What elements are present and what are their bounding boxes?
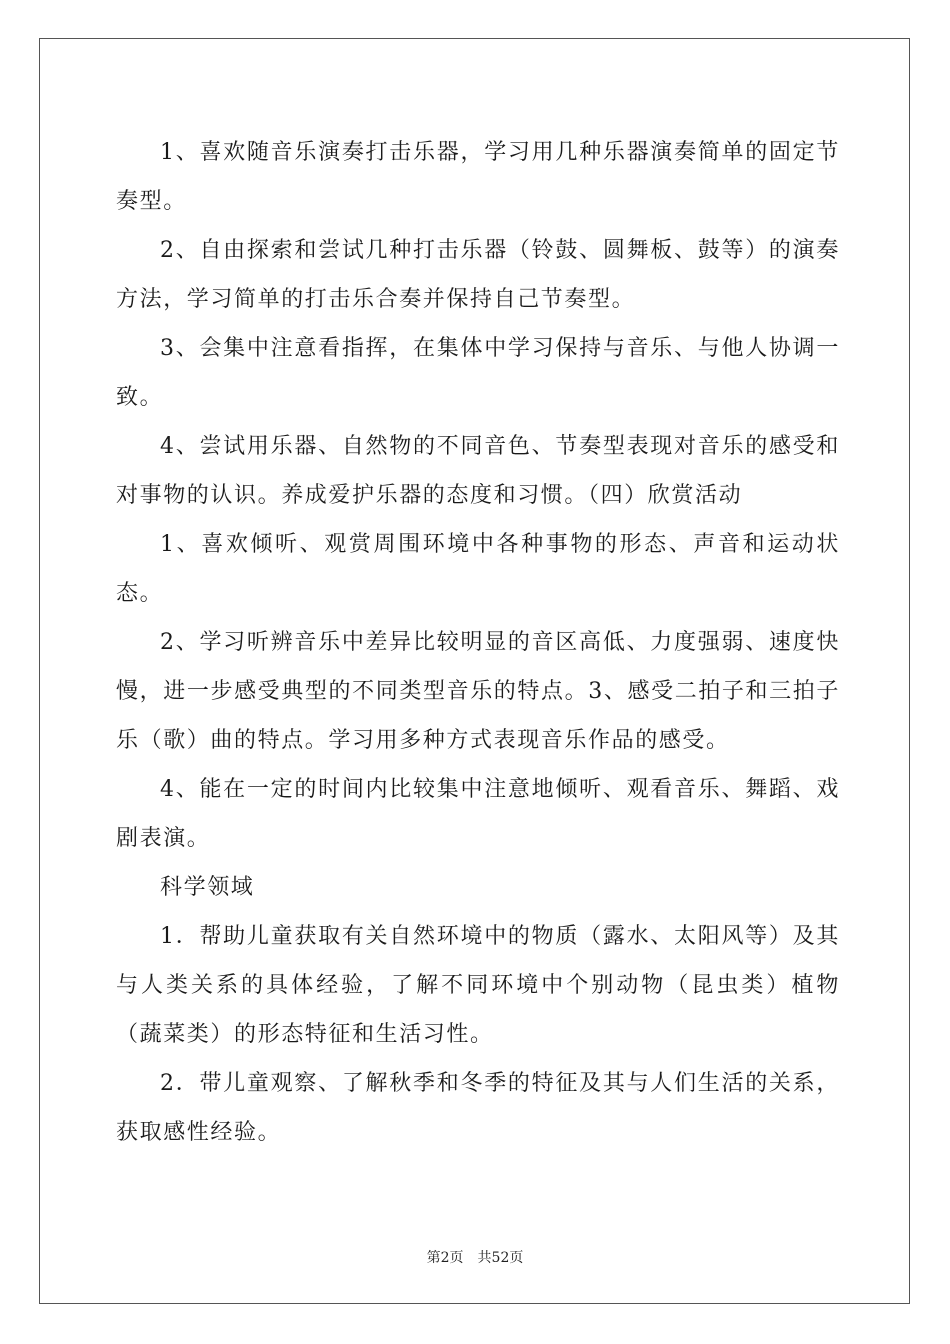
paragraph: 4、尝试用乐器、自然物的不同音色、节奏型表现对音乐的感受和对事物的认识。养成爱护乐器的态度和习惯。（四）欣赏活动: [116, 434, 840, 508]
paragraph: 2．带儿童观察、了解秋季和冬季的特征及其与人们生活的关系，获取感性经验。: [116, 1071, 840, 1145]
paragraph: 4、能在一定的时间内比较集中注意地倾听、观看音乐、舞蹈、戏剧表演。: [116, 777, 840, 851]
paragraph: 1、喜欢随音乐演奏打击乐器，学习用几种乐器演奏简单的固定节奏型。: [116, 140, 840, 214]
section-heading: 科学领域: [160, 875, 255, 900]
paragraph: 3、会集中注意看指挥，在集体中学习保持与音乐、与他人协调一致。: [116, 336, 840, 410]
page-footer: [0, 1247, 950, 1267]
paragraph: 2、学习听辨音乐中差异比较明显的音区高低、力度强弱、速度快慢，进一步感受典型的不同类型音乐的特点。3、感受二拍子和三拍子乐（歌）曲的特点。学习用多种方式表现音乐作品的感受。: [116, 630, 840, 753]
paragraph: 1、喜欢倾听、观赏周围环境中各种事物的形态、声音和运动状态。: [116, 532, 840, 606]
page-total: 共52页: [477, 1250, 524, 1266]
page-number: 第2页: [426, 1250, 464, 1266]
paragraph: 2、自由探索和尝试几种打击乐器（铃鼓、圆舞板、鼓等）的演奏方法，学习简单的打击乐合奏并保持自己节奏型。: [116, 238, 840, 312]
paragraph: 1．帮助儿童获取有关自然环境中的物质（露水、太阳风等）及其与人类关系的具体经验，了解不同环境中个别动物（昆虫类）植物（蔬菜类）的形态特征和生活习性。: [116, 924, 840, 1047]
document-body: [116, 128, 840, 1157]
